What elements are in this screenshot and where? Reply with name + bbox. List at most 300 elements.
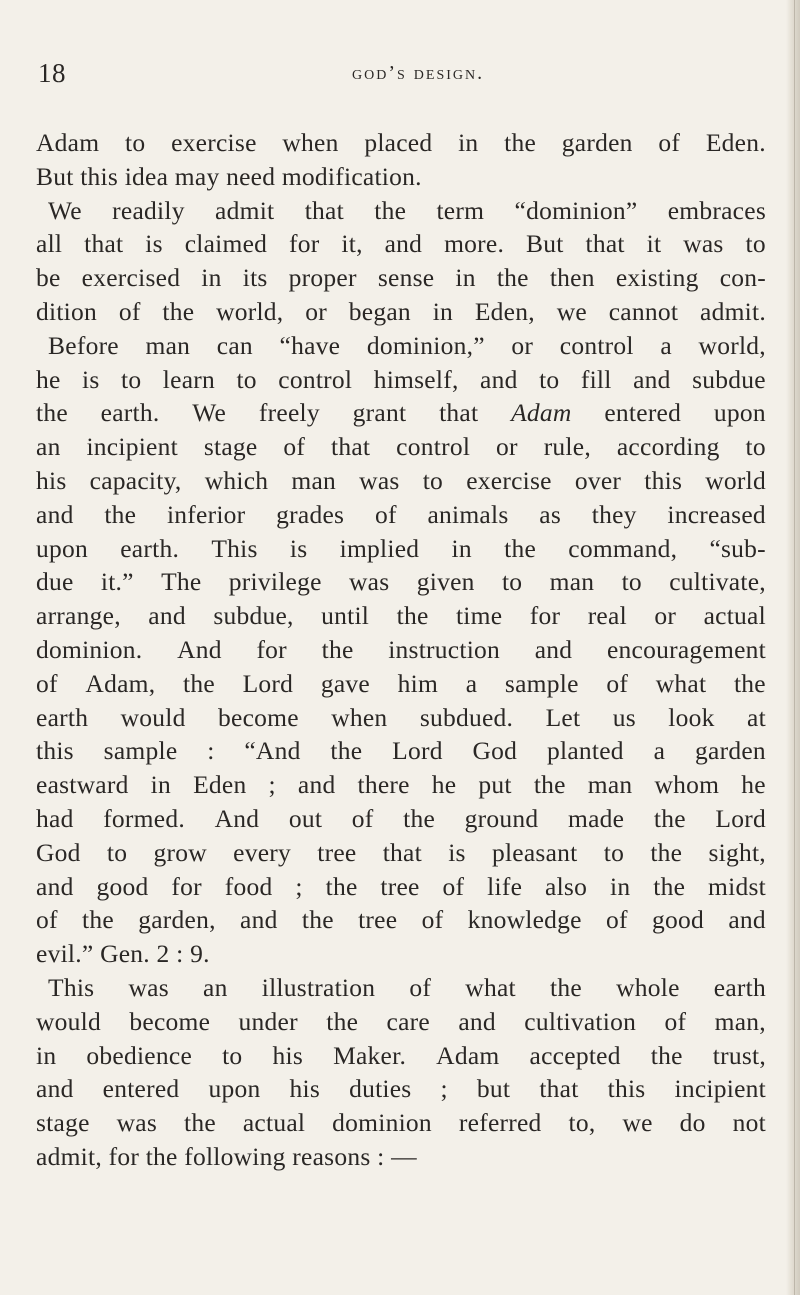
word: need <box>226 161 276 191</box>
word: tree <box>358 905 398 935</box>
word: entered <box>604 398 682 428</box>
word: and <box>148 601 186 631</box>
word: subdue, <box>213 601 294 631</box>
word: garden <box>561 128 633 157</box>
text-line <box>36 532 766 566</box>
word: the <box>145 1141 178 1171</box>
word: Gen. <box>100 939 150 969</box>
word: world <box>705 465 766 495</box>
word: in <box>36 1040 57 1070</box>
word: which <box>204 465 269 495</box>
word: become <box>129 1006 211 1036</box>
word: and <box>240 905 278 935</box>
word: increased <box>667 499 766 529</box>
word: what <box>465 972 516 1002</box>
word: readily <box>112 195 185 225</box>
word: sight, <box>708 837 766 867</box>
word: admit, <box>36 1141 102 1171</box>
word: of <box>664 1006 687 1036</box>
word: arrange, <box>36 601 121 631</box>
word: accepted <box>529 1040 621 1070</box>
word: cultivation <box>524 1006 637 1036</box>
word: duties <box>349 1074 412 1104</box>
word: cultivate, <box>669 567 766 597</box>
word: as <box>539 499 561 529</box>
word: stage <box>203 432 258 462</box>
word: Eden <box>193 770 247 800</box>
word: in <box>432 296 454 326</box>
word: that <box>84 229 124 259</box>
word: sample <box>103 736 178 766</box>
word: the <box>325 871 358 901</box>
word: dominion,” <box>366 330 485 360</box>
text-line <box>36 599 766 633</box>
word: to <box>621 567 642 597</box>
word: Adam <box>511 398 572 428</box>
word: embraces <box>667 195 766 225</box>
word: or <box>305 296 327 326</box>
word: himself, <box>373 364 459 394</box>
word: not <box>732 1108 766 1138</box>
word: that <box>304 195 344 225</box>
word: control <box>559 330 634 360</box>
word: of <box>118 296 141 326</box>
word: his <box>272 1040 303 1070</box>
word: rule, <box>543 432 591 462</box>
word: and <box>534 634 573 664</box>
word: that <box>382 837 422 867</box>
word: all <box>36 229 63 259</box>
word: We <box>48 195 82 225</box>
word: term <box>436 195 485 225</box>
text-line <box>36 1072 766 1106</box>
text-line <box>36 261 766 295</box>
word: : <box>207 736 215 766</box>
word: formed. <box>103 803 185 833</box>
word: world, <box>698 330 766 360</box>
word: admit <box>215 195 275 225</box>
word: tree <box>380 871 420 901</box>
page-edge <box>786 0 800 1295</box>
text-line <box>36 1106 766 1140</box>
word: the <box>162 296 195 326</box>
word: This <box>48 972 95 1002</box>
word: Before <box>48 330 119 360</box>
word: the <box>321 634 354 664</box>
word: and <box>36 499 74 529</box>
word: command, <box>568 533 678 563</box>
word: for <box>171 871 202 901</box>
word: And <box>177 634 222 664</box>
word: grades <box>276 499 345 529</box>
text-line <box>36 734 766 768</box>
word: over <box>574 465 622 495</box>
word: to <box>106 837 128 867</box>
word: of <box>658 128 681 157</box>
word: to <box>222 1040 243 1070</box>
word: Adam, <box>85 668 156 698</box>
word: exercise <box>466 465 552 495</box>
word: or <box>496 432 518 462</box>
word: capacity, <box>89 465 182 495</box>
word: stage <box>36 1108 90 1138</box>
word: in <box>150 770 172 800</box>
word: can <box>216 330 253 360</box>
word: the <box>183 668 215 698</box>
word: and <box>36 871 74 901</box>
word: there <box>357 770 410 800</box>
word: whole <box>616 972 680 1002</box>
word: freely <box>258 398 320 428</box>
word: the <box>653 803 686 833</box>
word: is <box>289 533 308 563</box>
word: Eden. <box>705 128 766 157</box>
word: incipient <box>674 1074 766 1104</box>
word: had <box>36 803 74 833</box>
text-line <box>36 227 766 261</box>
word: But <box>36 161 74 191</box>
word: God <box>36 837 81 867</box>
word: according <box>616 432 720 462</box>
word: We <box>192 398 227 428</box>
word: actual <box>703 601 766 631</box>
word: given <box>416 567 475 597</box>
word: garden, <box>138 905 216 935</box>
word: con- <box>719 263 766 293</box>
word: cannot <box>608 296 679 326</box>
word: is <box>145 229 163 259</box>
word: would <box>36 1006 101 1036</box>
word: was <box>128 972 169 1002</box>
word: real <box>587 601 627 631</box>
word: an <box>36 432 61 462</box>
word: of <box>606 668 629 698</box>
word: its <box>242 263 268 293</box>
word: planted <box>547 736 624 766</box>
body-text <box>36 126 766 1174</box>
text-line <box>36 498 766 532</box>
word: the <box>504 533 537 563</box>
word: “dominion” <box>514 195 638 225</box>
word: the <box>326 1006 359 1036</box>
word: evil.” <box>36 939 94 969</box>
word: then <box>549 263 595 293</box>
word: of <box>374 499 397 529</box>
word: Adam <box>436 1040 500 1070</box>
word: and <box>480 364 518 394</box>
word: of <box>442 871 465 901</box>
word: — <box>391 1141 417 1171</box>
word: ; <box>295 871 303 901</box>
word: referred <box>458 1108 542 1138</box>
word: entered <box>102 1074 180 1104</box>
word: to <box>745 229 766 259</box>
word: sense <box>377 263 435 293</box>
word: care <box>386 1006 430 1036</box>
word: exercise <box>171 128 257 157</box>
word: man, <box>714 1006 766 1036</box>
word: of <box>36 668 58 698</box>
text-line <box>36 633 766 667</box>
word: until <box>321 601 370 631</box>
word: eastward <box>36 770 129 800</box>
word: the <box>82 905 114 935</box>
word: he <box>741 770 766 800</box>
word: for <box>529 601 561 631</box>
word: his <box>36 465 67 495</box>
word: privilege <box>228 567 322 597</box>
text-line <box>36 194 766 228</box>
word: the <box>650 837 683 867</box>
word: the <box>183 1108 216 1138</box>
word: This <box>211 533 258 563</box>
word: fill <box>580 364 612 394</box>
word: an <box>203 972 228 1002</box>
word: trust, <box>712 1040 766 1070</box>
word: in <box>455 263 476 293</box>
word: the <box>301 905 334 935</box>
word: the <box>653 871 686 901</box>
word: he <box>431 770 457 800</box>
word: more. <box>444 229 505 259</box>
word: earth <box>36 702 89 732</box>
text-line <box>36 836 766 870</box>
word: upon <box>713 398 766 428</box>
word: sample <box>504 668 579 698</box>
word: in <box>451 533 472 563</box>
word: knowledge <box>467 905 582 935</box>
text-line <box>36 295 766 329</box>
word: gave <box>320 668 370 698</box>
page-edge-line <box>794 0 795 1295</box>
word: us <box>612 702 636 732</box>
word: of <box>351 803 374 833</box>
word: The <box>161 567 202 597</box>
word: and <box>458 1006 496 1036</box>
word: would <box>120 702 186 732</box>
word: of <box>606 905 628 935</box>
word: subdue <box>692 364 766 394</box>
word: this <box>36 736 74 766</box>
word: when <box>331 702 388 732</box>
word: world, <box>216 296 284 326</box>
word: to <box>236 364 257 394</box>
word: to <box>501 567 523 597</box>
word: is <box>82 364 100 394</box>
word: inferior <box>166 499 246 529</box>
word: to <box>125 128 146 157</box>
word: out <box>288 803 323 833</box>
page-header <box>38 58 698 94</box>
word: every <box>233 837 292 867</box>
word: we <box>622 1108 653 1138</box>
word: to <box>539 364 560 394</box>
word: And <box>214 803 260 833</box>
word: grant <box>352 398 407 428</box>
word: to <box>745 432 766 462</box>
word: encouragement <box>606 634 766 664</box>
word: the <box>504 128 537 157</box>
text-line <box>36 937 766 971</box>
word: for <box>289 229 320 259</box>
word: following <box>184 1141 286 1171</box>
word: and <box>297 770 336 800</box>
word: the <box>36 398 68 428</box>
word: his <box>289 1074 321 1104</box>
word: existing <box>615 263 699 293</box>
word: earth. <box>120 533 180 563</box>
text-line <box>36 1005 766 1039</box>
word: “And <box>244 736 301 766</box>
word: was <box>359 465 400 495</box>
word: it.” <box>100 567 134 597</box>
page-number: 18 <box>38 58 66 88</box>
text-line <box>36 396 766 430</box>
word: began <box>348 296 411 326</box>
word: instruction <box>388 634 501 664</box>
word: the <box>396 601 429 631</box>
word: grow <box>153 837 207 867</box>
word: they <box>591 499 637 529</box>
word: the <box>733 668 766 698</box>
word: a <box>465 668 478 698</box>
word: it <box>646 229 662 259</box>
word: was <box>349 567 390 597</box>
word: upon <box>36 533 88 563</box>
word: in <box>610 871 631 901</box>
word: reasons <box>292 1141 371 1171</box>
word: the <box>330 736 363 766</box>
word: the <box>374 195 407 225</box>
word: dition <box>36 296 98 326</box>
word: we <box>556 296 587 326</box>
word: placed <box>364 128 433 157</box>
word: good <box>96 871 149 901</box>
word: Maker. <box>333 1040 407 1070</box>
word: : <box>377 1141 385 1171</box>
word: man <box>145 330 191 360</box>
word: 9. <box>190 939 210 969</box>
text-line <box>36 329 766 363</box>
text-line <box>36 363 766 397</box>
word: this <box>80 161 119 191</box>
word: of <box>283 432 306 462</box>
text-line <box>36 126 766 160</box>
word: become <box>218 702 299 732</box>
text-line <box>36 430 766 464</box>
word: to <box>422 465 444 495</box>
running-title: god’s design. <box>352 62 485 84</box>
word: was <box>683 229 724 259</box>
word: a <box>660 330 672 360</box>
word: control <box>278 364 353 394</box>
word: man <box>549 567 595 597</box>
text-line <box>36 1039 766 1073</box>
word: be <box>36 263 61 293</box>
word: he <box>36 364 61 394</box>
word: earth <box>713 972 766 1002</box>
word: ground <box>464 803 539 833</box>
word: it, <box>341 229 363 259</box>
text-line <box>36 971 766 1005</box>
word: put <box>478 770 512 800</box>
word: proper <box>288 263 357 293</box>
word: do <box>679 1108 706 1138</box>
word: garden <box>695 736 766 766</box>
word: in <box>458 128 479 157</box>
word: ; <box>268 770 276 800</box>
text-line <box>36 667 766 701</box>
word: is <box>448 837 466 867</box>
word: learn <box>162 364 216 394</box>
word: the <box>533 770 566 800</box>
word: illustration <box>261 972 376 1002</box>
word: made <box>568 803 625 833</box>
word: what <box>655 668 707 698</box>
word: tree <box>317 837 357 867</box>
word: idea <box>124 161 169 191</box>
word: time <box>455 601 503 631</box>
word: the <box>403 803 436 833</box>
word: dominion <box>332 1108 432 1138</box>
word: when <box>282 128 339 157</box>
text-line <box>36 701 766 735</box>
word: admit. <box>700 296 766 326</box>
word: Let <box>545 702 581 732</box>
word: animals <box>427 499 509 529</box>
word: incipient <box>86 432 178 462</box>
word: and <box>384 229 423 259</box>
word: of <box>421 905 444 935</box>
word: : <box>176 939 184 969</box>
word: him <box>397 668 439 698</box>
word: “have <box>279 330 341 360</box>
word: the <box>104 499 137 529</box>
text-line <box>36 903 766 937</box>
word: and <box>36 1074 74 1104</box>
word: the <box>650 1040 683 1070</box>
word: look <box>668 702 715 732</box>
word: a <box>653 736 666 766</box>
word: or <box>511 330 534 360</box>
word: actual <box>242 1108 306 1138</box>
word: to <box>603 837 625 867</box>
word: implied <box>339 533 420 563</box>
word: of <box>36 905 58 935</box>
word: also <box>545 871 588 901</box>
word: ; <box>440 1074 448 1104</box>
word: control <box>396 432 471 462</box>
word: modification. <box>281 161 422 191</box>
word: of <box>409 972 432 1002</box>
word: that <box>331 432 371 462</box>
word: this <box>607 1074 646 1104</box>
word: due <box>36 567 74 597</box>
word: at <box>747 702 766 732</box>
word: 2 <box>156 939 170 969</box>
word: Lord <box>715 803 766 833</box>
word: to, <box>568 1108 596 1138</box>
word: the <box>496 263 529 293</box>
word: this <box>644 465 683 495</box>
word: but <box>476 1074 511 1104</box>
word: under <box>238 1006 298 1036</box>
word: that <box>439 398 479 428</box>
word: pleasant <box>491 837 578 867</box>
word: to <box>121 364 142 394</box>
text-line <box>36 1140 766 1174</box>
word: that <box>585 229 625 259</box>
